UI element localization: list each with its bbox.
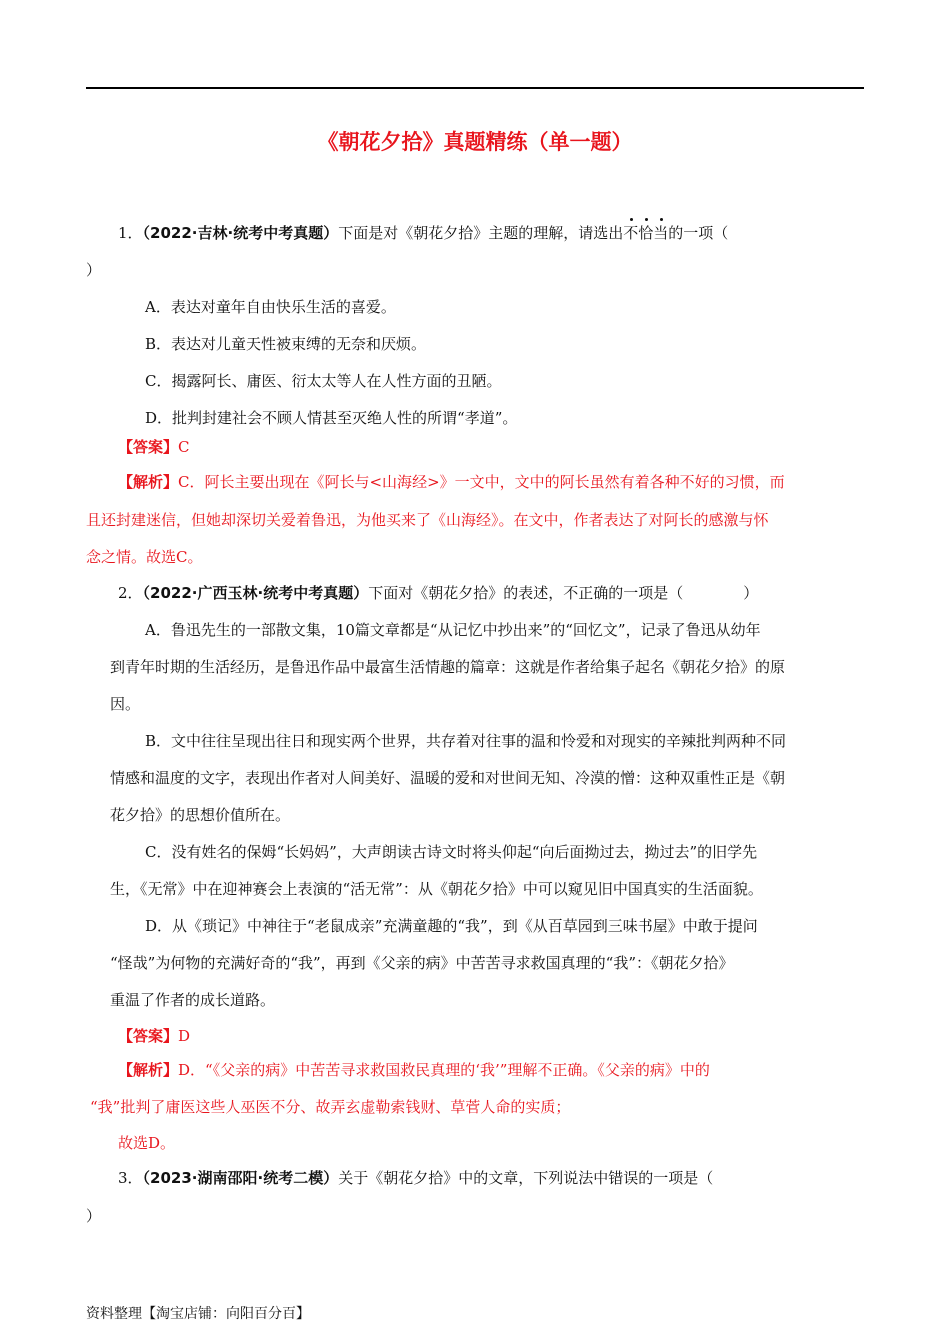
question-3-source: （2023·湖南邵阳·统考二模）	[142, 1169, 339, 1187]
header-rule	[86, 87, 864, 89]
question-2-stem: 2．（2022·广西玉林·统考中考真题）下面对《朝花夕拾》的表述，不正确的一项是（ ）	[118, 584, 759, 602]
question-1-option-c: C．揭露阿长、庸医、衍太太等人在人性方面的丑陋。	[145, 372, 502, 390]
question-2-number: 2．	[118, 584, 143, 602]
question-3-stem-close: ）	[86, 1207, 102, 1225]
question-2-option-b-cont: 花夕拾》的思想价值所在。	[110, 806, 291, 824]
question-2-option-b: B．文中往往呈现出往日和现实两个世界，共存着对往事的温和怜爱和对现实的辛辣批判两种不同	[145, 732, 787, 750]
question-1-source: （2022·吉林·统考中考真题）	[142, 224, 339, 242]
question-2-option-d-cont: “怪哉”为何物的充满好奇的“我”，再到《父亲的病》中苦苦寻求救国真理的“我”：《朝花夕拾》	[110, 954, 734, 972]
question-1-stem: 1．（2022·吉林·统考中考真题）下面是对《朝花夕拾》主题的理解，请选出不恰当的一项（	[118, 224, 729, 242]
question-2-option-c-cont: 生，《无常》中在迎神赛会上表演的“活无常”：从《朝花夕拾》中可以窥见旧中国真实的生活面貌。	[110, 880, 763, 898]
question-2-analysis-line: 故选D。	[118, 1134, 176, 1152]
question-2-option-d: D．从《琐记》中神往于“老鼠成亲”充满童趣的“我”，到《从百草园到三味书屋》中敢于提问	[145, 917, 758, 935]
emphasis-char: 当	[653, 224, 669, 242]
question-1-answer: 【答案】C	[118, 438, 190, 456]
question-2-source: （2022·广西玉林·统考中考真题）	[142, 584, 369, 602]
question-1-stem-close: ）	[86, 261, 102, 279]
question-3-stem: 3．（2023·湖南邵阳·统考二模）关于《朝花夕拾》中的文章，下列说法中错误的一项是（	[118, 1169, 714, 1187]
question-1-analysis: 【解析】C．阿长主要出现在《阿长与<山海经>》一文中，文中的阿长虽然有着各种不好的习惯，而	[118, 473, 785, 491]
question-2-option-b-cont: 情感和温度的文字，表现出作者对人间美好、温暖的爱和对世间无知、冷漠的憎：这种双重性正是《朝	[110, 769, 786, 787]
page-footer: 资料整理【淘宝店铺：向阳百分百】	[86, 1306, 310, 1322]
question-1-option-d: D．批判封建社会不顾人情甚至灭绝人性的所谓“孝道”。	[145, 409, 518, 427]
question-2-option-a: A．鲁迅先生的一部散文集，10篇文章都是“从记忆中抄出来”的“回忆文”，记录了鲁迅从幼年	[145, 621, 761, 639]
question-2-option-c: C．没有姓名的保姆“长妈妈”，大声朗读古诗文时将头仰起“向后面拗过去，拗过去”的旧学先	[145, 843, 758, 861]
question-2-option-d-cont: 重温了作者的成长道路。	[110, 991, 276, 1009]
page-title: 《朝花夕拾》真题精练（单一题）	[317, 130, 633, 154]
question-2-analysis-line: “我”批判了庸医这些人巫医不分、故弄玄虚勒索钱财、草菅人命的实质；	[90, 1098, 571, 1116]
question-3-number: 3．	[118, 1169, 143, 1187]
emphasis-char: 不	[623, 224, 639, 242]
question-2-option-a-cont: 因。	[110, 695, 141, 713]
question-2-option-a-cont: 到青年时期的生活经历，是鲁迅作品中最富生活情趣的篇章：这就是作者给集子起名《朝花夕拾》的原	[110, 658, 786, 676]
question-2-analysis: 【解析】D．“《父亲的病》中苦苦寻求救国救民真理的‘我’”理解不正确。《父亲的病》中的	[118, 1061, 710, 1079]
question-1-analysis-line: 念之情。故选C。	[86, 548, 203, 566]
question-1-number: 1．	[118, 224, 143, 242]
question-1-option-b: B．表达对儿童天性被束缚的无奈和厌烦。	[145, 335, 427, 353]
question-1-option-a: A．表达对童年自由快乐生活的喜爱。	[145, 298, 396, 316]
question-2-answer: 【答案】D	[118, 1027, 191, 1045]
question-1-analysis-line: 且还封建迷信，但她却深切关爱着鲁迅，为他买来了《山海经》。在文中，作者表达了对阿长的感激与怀	[86, 511, 769, 529]
emphasis-char: 恰	[638, 224, 654, 242]
